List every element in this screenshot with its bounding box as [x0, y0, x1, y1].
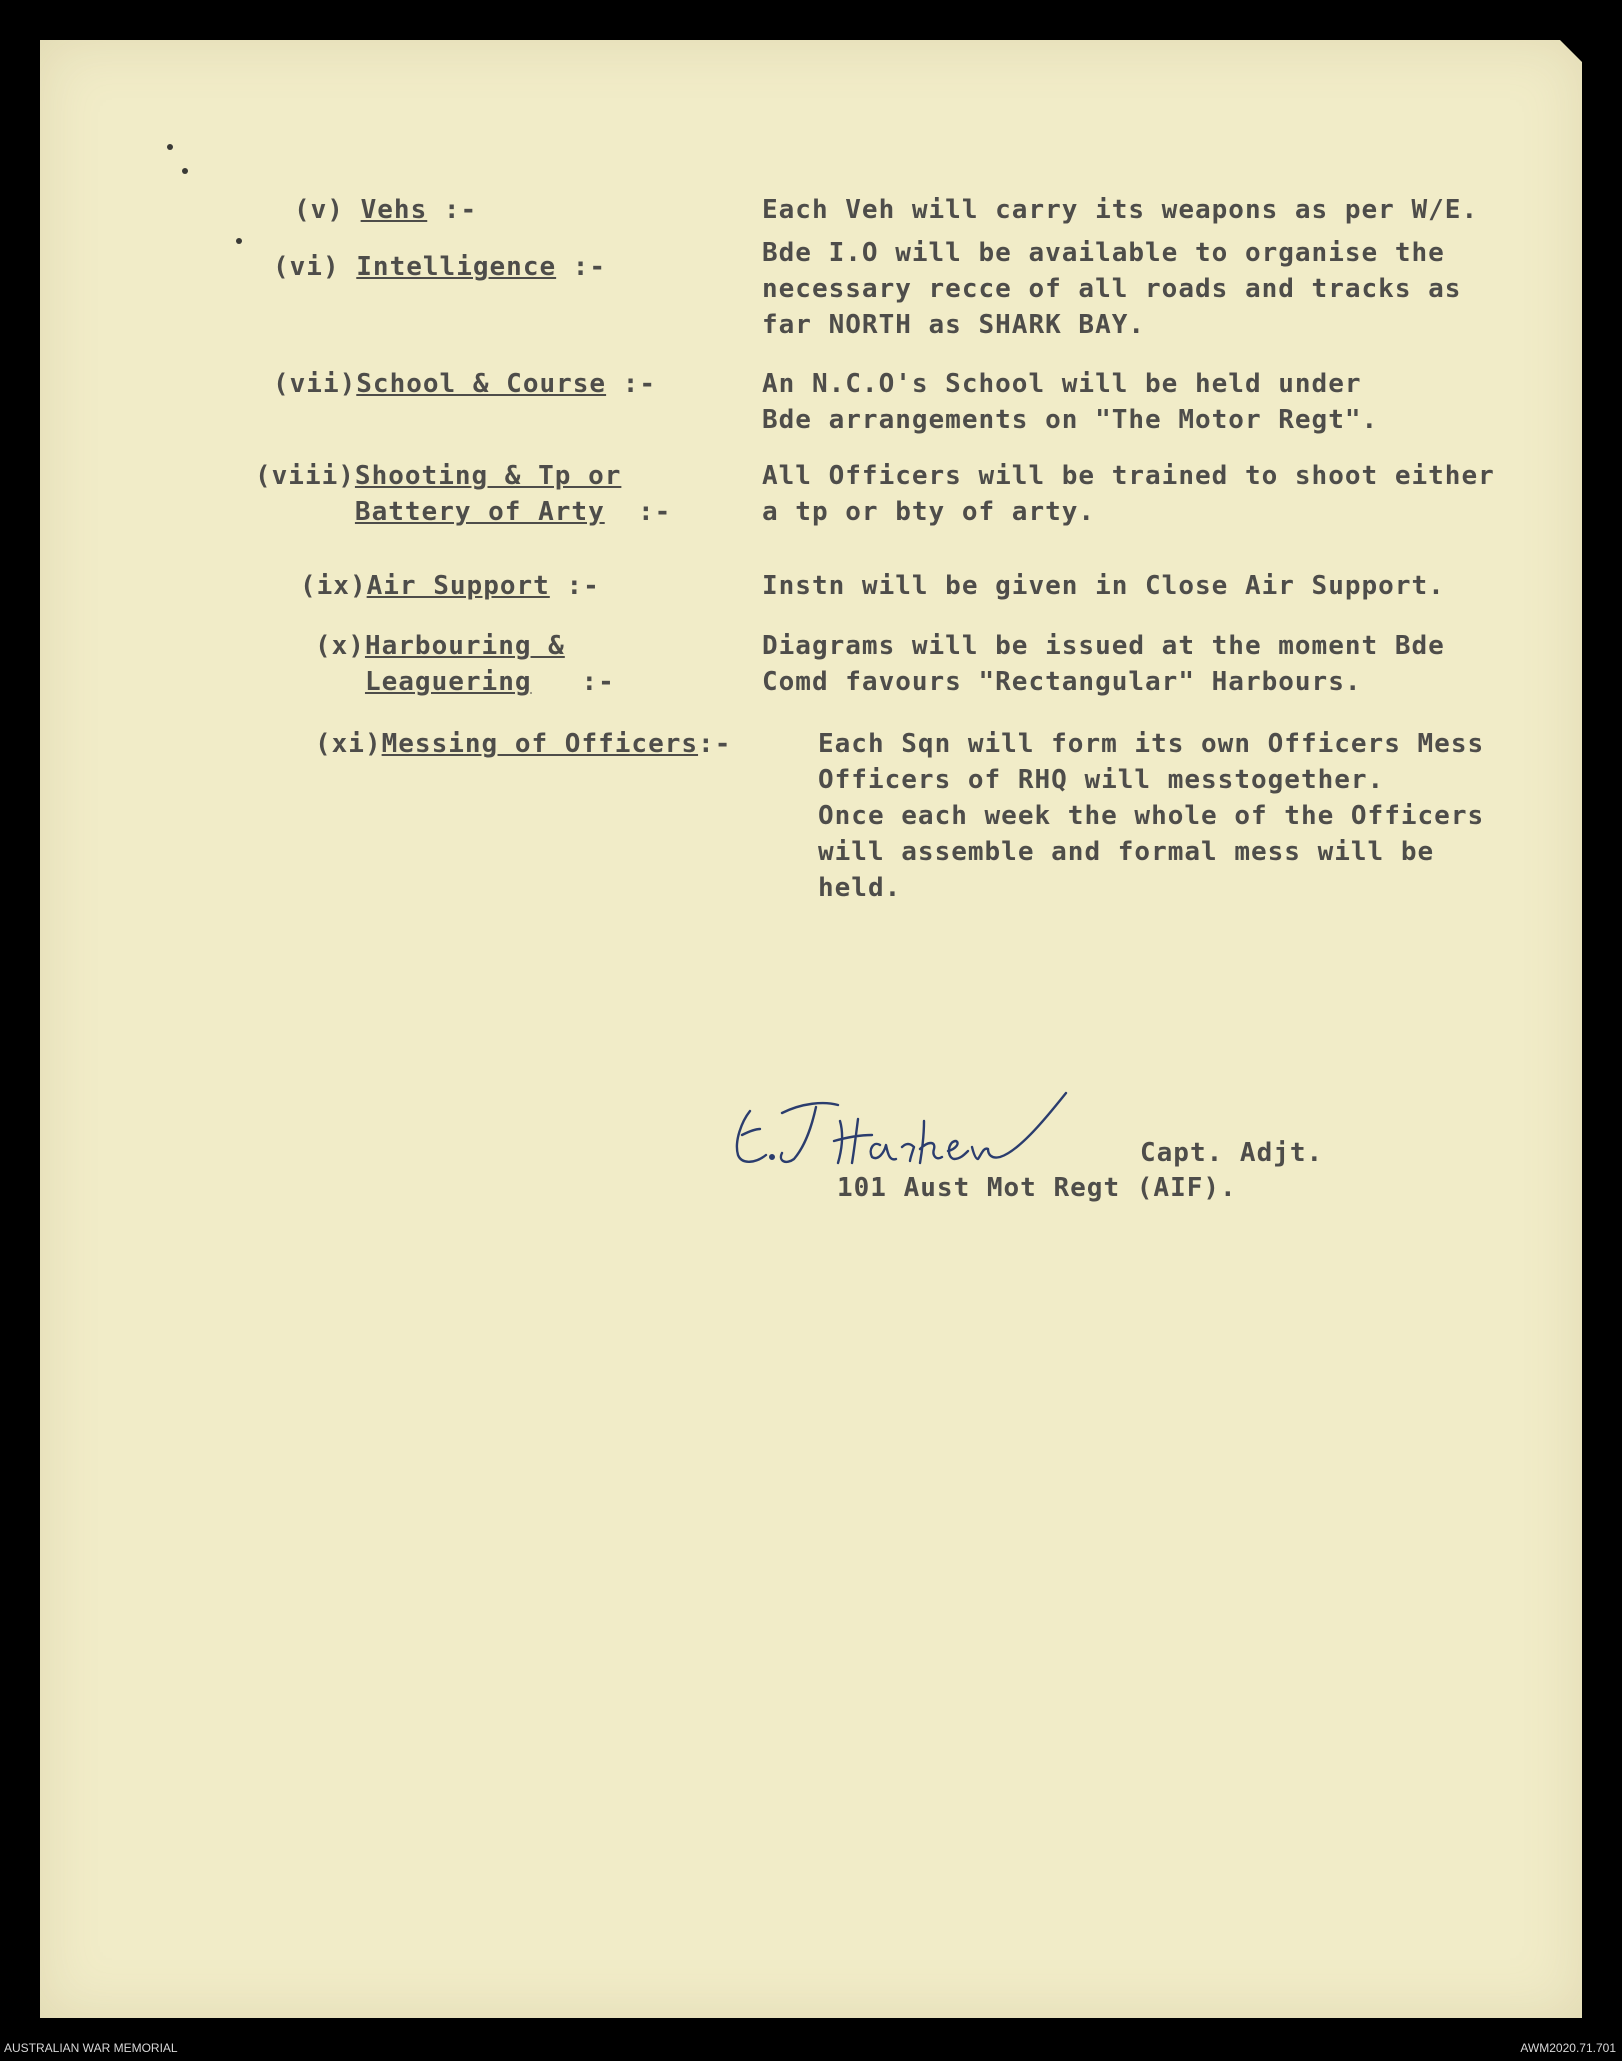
item-title: Intelligence — [356, 252, 557, 282]
item-number: (xi) — [315, 729, 382, 759]
item-label — [315, 628, 615, 700]
item-title: Vehs — [360, 195, 428, 225]
item-label — [294, 192, 477, 228]
item-number: (x) — [315, 631, 365, 661]
item-text: Bde I.O will be available to organise the necessary recce of all roads and tracks as far NORTH as SHARK BAY. — [762, 238, 1462, 340]
item-text: An N.C.O's School will be held under Bde arrangements on "The Motor Regt". — [762, 369, 1379, 435]
item-number: (v) — [294, 195, 344, 225]
item-separator: :- — [564, 667, 615, 697]
punch-mark — [236, 238, 242, 244]
item-number: (ix) — [300, 571, 367, 601]
item-separator: :- — [556, 252, 607, 282]
document-page — [40, 40, 1582, 2018]
item-separator: :- — [606, 369, 657, 399]
item-label — [273, 249, 606, 285]
item-separator: :- — [698, 729, 732, 759]
item-separator: :- — [549, 571, 600, 601]
item-separator: :- — [427, 195, 478, 225]
item-label — [255, 458, 671, 530]
item-separator: :- — [621, 497, 672, 527]
item-title: Harbouring & Leaguering — [364, 631, 565, 697]
item-label — [273, 366, 656, 402]
item-text: All Officers will be trained to shoot either a tp or bty of arty. — [762, 461, 1495, 527]
item-title: Air Support — [366, 571, 550, 601]
item-number: (vi) — [273, 252, 340, 282]
item-title: Shooting & Tp or Battery of Arty — [354, 461, 622, 527]
item-title: School & Course — [356, 369, 607, 399]
item-text: Diagrams will be issued at the moment Bde Comd favours "Rectangular" Harbours. — [762, 631, 1445, 697]
item-label — [315, 726, 731, 762]
item-text: Each Veh will carry its weapons as per W/E. — [762, 195, 1479, 225]
item-title: Messing of Officers — [381, 729, 699, 759]
archive-credit: AUSTRALIAN WAR MEMORIAL — [4, 2041, 178, 2055]
item-text: Each Sqn will form its own Officers Mess Officers of RHQ will messtogether. Once each week the whole of the Officers will assemble and formal mess will be held. — [818, 729, 1485, 903]
item-number: (viii) — [255, 461, 355, 491]
torn-corner — [1560, 40, 1582, 62]
catalogue-number: AWM2020.71.701 — [1520, 2041, 1616, 2055]
signatory-title: Capt. Adjt. — [1140, 1138, 1324, 1168]
item-number: (vii) — [273, 369, 357, 399]
handwritten-signature — [720, 1063, 1080, 1173]
punch-mark — [182, 168, 188, 174]
punch-mark — [167, 144, 173, 150]
item-label — [300, 568, 600, 604]
signatory-unit: 101 Aust Mot Regt (AIF). — [837, 1173, 1237, 1203]
item-text: Instn will be given in Close Air Support. — [762, 571, 1445, 601]
